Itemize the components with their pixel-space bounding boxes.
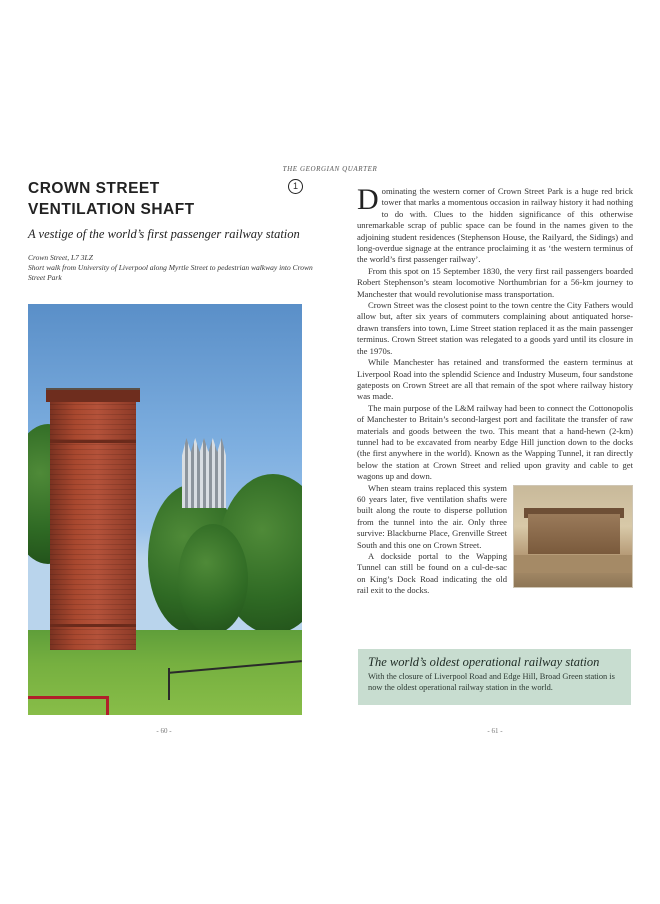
page-number-right: - 61 -	[487, 727, 503, 735]
entry-title: CROWN STREET VENTILATION SHAFT	[28, 180, 195, 218]
entry-address	[28, 253, 313, 283]
paragraph: From this spot on 15 September 1830, the very first rail passengers boarded Robert Stephenson’s steam locomotive Northumbrian for a 56-km journey to Manchester that would revolutionise mass transportation.	[357, 265, 633, 299]
callout-text: With the closure of Liverpool Road and Edge Hill, Broad Green station is now the oldest operational railway station in the world.	[368, 672, 615, 692]
entry-number-badge: 1	[288, 179, 303, 194]
paragraph: Crown Street was the closest point to the town centre the City Fathers would allow but, after six years of commuters complaining about antiquated horse-drawn transfers into town, Lime Street station replaced it as the main passenger terminus. Crown Street station was relegated to a goods yard until its closure in the 1970s.	[357, 300, 633, 356]
brick-tower	[50, 392, 136, 650]
ventilation-shaft-photo	[28, 304, 302, 715]
paragraph: The main purpose of the L&M railway had been to connect the Cottonopolis of Manchester to Britain’s second-largest port and facilitate the transfer of raw materials and goods between the two. This meant that a hand-hewn (2-km) tunnel had to be excavated from nearby Edge Hill junction down to the docks (the first anywhere in the world). Known as the Wapping Tunnel, it ran directly below the station at Crown Street and relied upon gravity and cable to get wagons up and down.	[357, 402, 633, 482]
address-line: Crown Street, L7 3LZ	[28, 253, 93, 262]
paragraph: When steam trains replaced this system 60 years later, five ventilation shafts were built along the route to disperse pollution from the tunnel into the air. Only three survive: Blackburne Place, Grenville Street South and this one on Crown Street.	[357, 482, 507, 550]
running-head: THE GEORGIAN QUARTER	[282, 165, 378, 173]
callout-title: The world’s oldest operational railway station	[368, 655, 600, 669]
sidebar-callout	[358, 649, 631, 705]
paragraph: A dockside portal to the Wapping Tunnel can still be found on a cul-de-sac on King’s Dock Road indicating the old rail exit to the docks.	[357, 551, 507, 596]
directions-line: Short walk from University of Liverpool along Myrtle Street to pedestrian walkway into Crown Street Park	[28, 263, 313, 282]
paragraph: Dominating the western corner of Crown Street Park is a huge red brick tower that marks a momentous occasion in railway history it had nothing to do with. Clues to the hidden significance of this otherwise unremarkable scrap of public space can be found in the names given to the adjoining student residences (Stephenson House, the Railyard, the Sidings) and long-overdue signage at the entrance proclaiming it as ‘the western terminus of the world’s first passenger railway’.	[357, 183, 633, 265]
cathedral-tower-shape	[182, 438, 226, 508]
entry-subtitle: A vestige of the world’s first passenger railway station	[28, 227, 300, 241]
paragraph: While Manchester has retained and transformed the eastern terminus at Liverpool Road into the splendid Science and Industry Museum, four sandstone gateposts on Crown Street are all that remain of the spot where railway history was made.	[357, 357, 633, 402]
historic-station-illustration	[513, 485, 633, 588]
drop-cap: D	[357, 183, 379, 216]
page-number-left: - 60 -	[156, 727, 172, 735]
article-body	[357, 183, 633, 597]
